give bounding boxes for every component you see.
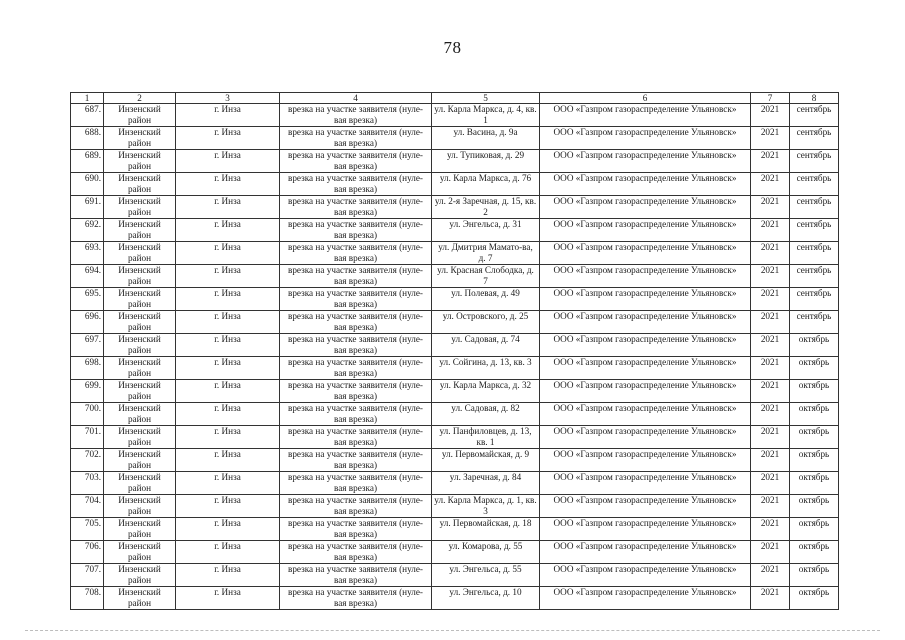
locality-cell: г. Инза <box>176 541 280 564</box>
address-cell: ул. Первомайская, д. 9 <box>432 449 540 472</box>
organization-cell: ООО «Газпром газораспределение Ульяновск» <box>540 564 751 587</box>
row-number-cell: 707. <box>71 564 104 587</box>
table-row <box>71 587 839 610</box>
month-cell: сентябрь <box>790 173 839 196</box>
address-cell: ул. Комарова, д. 55 <box>432 541 540 564</box>
table-row <box>71 564 839 587</box>
year-cell: 2021 <box>751 334 790 357</box>
month-cell: октябрь <box>790 334 839 357</box>
scan-edge-line <box>25 630 880 631</box>
organization-cell: ООО «Газпром газораспределение Ульяновск» <box>540 357 751 380</box>
district-cell: Инзенский район <box>104 495 176 518</box>
district-cell: Инзенский район <box>104 587 176 610</box>
locality-cell: г. Инза <box>176 265 280 288</box>
table-row <box>71 380 839 403</box>
column-header-5: 5 <box>432 93 540 104</box>
connection-type-cell: врезка на участке заявителя (нуле-вая врезка) <box>280 104 432 127</box>
connection-type-cell: врезка на участке заявителя (нуле-вая врезка) <box>280 265 432 288</box>
organization-cell: ООО «Газпром газораспределение Ульяновск» <box>540 587 751 610</box>
row-number-cell: 698. <box>71 357 104 380</box>
locality-cell: г. Инза <box>176 173 280 196</box>
district-cell: Инзенский район <box>104 104 176 127</box>
address-cell: ул. Дмитрия Мамато-ва, д. 7 <box>432 242 540 265</box>
locality-cell: г. Инза <box>176 242 280 265</box>
table-row <box>71 541 839 564</box>
district-cell: Инзенский район <box>104 380 176 403</box>
table-row <box>71 219 839 242</box>
district-cell: Инзенский район <box>104 219 176 242</box>
organization-cell: ООО «Газпром газораспределение Ульяновск» <box>540 173 751 196</box>
organization-cell: ООО «Газпром газораспределение Ульяновск» <box>540 311 751 334</box>
organization-cell: ООО «Газпром газораспределение Ульяновск» <box>540 242 751 265</box>
address-cell: ул. Первомайская, д. 18 <box>432 518 540 541</box>
table-header-row <box>71 93 839 104</box>
row-number-cell: 703. <box>71 472 104 495</box>
year-cell: 2021 <box>751 173 790 196</box>
locality-cell: г. Инза <box>176 196 280 219</box>
row-number-cell: 696. <box>71 311 104 334</box>
row-number-cell: 691. <box>71 196 104 219</box>
connection-type-cell: врезка на участке заявителя (нуле-вая врезка) <box>280 357 432 380</box>
table-row <box>71 449 839 472</box>
locality-cell: г. Инза <box>176 127 280 150</box>
district-cell: Инзенский район <box>104 403 176 426</box>
row-number-cell: 708. <box>71 587 104 610</box>
table-row <box>71 196 839 219</box>
locality-cell: г. Инза <box>176 288 280 311</box>
connection-type-cell: врезка на участке заявителя (нуле-вая врезка) <box>280 449 432 472</box>
year-cell: 2021 <box>751 403 790 426</box>
table-row <box>71 288 839 311</box>
row-number-cell: 688. <box>71 127 104 150</box>
month-cell: октябрь <box>790 518 839 541</box>
row-number-cell: 702. <box>71 449 104 472</box>
year-cell: 2021 <box>751 242 790 265</box>
connection-type-cell: врезка на участке заявителя (нуле-вая врезка) <box>280 518 432 541</box>
column-header-3: 3 <box>176 93 280 104</box>
month-cell: октябрь <box>790 403 839 426</box>
address-cell: ул. Энгельса, д. 55 <box>432 564 540 587</box>
locality-cell: г. Инза <box>176 472 280 495</box>
organization-cell: ООО «Газпром газораспределение Ульяновск» <box>540 495 751 518</box>
locality-cell: г. Инза <box>176 380 280 403</box>
table-row <box>71 173 839 196</box>
year-cell: 2021 <box>751 288 790 311</box>
table-row <box>71 426 839 449</box>
column-header-1: 1 <box>71 93 104 104</box>
month-cell: сентябрь <box>790 150 839 173</box>
connection-type-cell: врезка на участке заявителя (нуле-вая врезка) <box>280 150 432 173</box>
connection-type-cell: врезка на участке заявителя (нуле-вая врезка) <box>280 219 432 242</box>
address-cell: ул. Энгельса, д. 10 <box>432 587 540 610</box>
address-cell: ул. Карла Маркса, д. 32 <box>432 380 540 403</box>
connection-type-cell: врезка на участке заявителя (нуле-вая врезка) <box>280 380 432 403</box>
organization-cell: ООО «Газпром газораспределение Ульяновск» <box>540 449 751 472</box>
locality-cell: г. Инза <box>176 357 280 380</box>
month-cell: октябрь <box>790 564 839 587</box>
organization-cell: ООО «Газпром газораспределение Ульяновск» <box>540 104 751 127</box>
month-cell: октябрь <box>790 472 839 495</box>
gasification-table <box>70 92 839 610</box>
district-cell: Инзенский район <box>104 265 176 288</box>
table-row <box>71 150 839 173</box>
month-cell: октябрь <box>790 541 839 564</box>
table-body <box>71 104 839 610</box>
row-number-cell: 695. <box>71 288 104 311</box>
month-cell: сентябрь <box>790 127 839 150</box>
year-cell: 2021 <box>751 449 790 472</box>
district-cell: Инзенский район <box>104 357 176 380</box>
year-cell: 2021 <box>751 564 790 587</box>
row-number-cell: 693. <box>71 242 104 265</box>
organization-cell: ООО «Газпром газораспределение Ульяновск» <box>540 288 751 311</box>
row-number-cell: 692. <box>71 219 104 242</box>
row-number-cell: 694. <box>71 265 104 288</box>
district-cell: Инзенский район <box>104 518 176 541</box>
district-cell: Инзенский район <box>104 472 176 495</box>
locality-cell: г. Инза <box>176 219 280 242</box>
address-cell: ул. Энгельса, д. 31 <box>432 219 540 242</box>
address-cell: ул. Островского, д. 25 <box>432 311 540 334</box>
column-header-6: 6 <box>540 93 751 104</box>
year-cell: 2021 <box>751 518 790 541</box>
table-row <box>71 357 839 380</box>
address-cell: ул. Полевая, д. 49 <box>432 288 540 311</box>
connection-type-cell: врезка на участке заявителя (нуле-вая врезка) <box>280 334 432 357</box>
connection-type-cell: врезка на участке заявителя (нуле-вая врезка) <box>280 242 432 265</box>
table-row <box>71 495 839 518</box>
year-cell: 2021 <box>751 380 790 403</box>
organization-cell: ООО «Газпром газораспределение Ульяновск» <box>540 518 751 541</box>
row-number-cell: 706. <box>71 541 104 564</box>
month-cell: сентябрь <box>790 219 839 242</box>
organization-cell: ООО «Газпром газораспределение Ульяновск» <box>540 334 751 357</box>
locality-cell: г. Инза <box>176 403 280 426</box>
address-cell: ул. Тупиковая, д. 29 <box>432 150 540 173</box>
organization-cell: ООО «Газпром газораспределение Ульяновск» <box>540 472 751 495</box>
month-cell: сентябрь <box>790 104 839 127</box>
connection-type-cell: врезка на участке заявителя (нуле-вая врезка) <box>280 311 432 334</box>
table-row <box>71 127 839 150</box>
month-cell: октябрь <box>790 495 839 518</box>
month-cell: октябрь <box>790 357 839 380</box>
row-number-cell: 690. <box>71 173 104 196</box>
row-number-cell: 699. <box>71 380 104 403</box>
address-cell: ул. Карла Маркса, д. 4, кв. 1 <box>432 104 540 127</box>
district-cell: Инзенский район <box>104 150 176 173</box>
locality-cell: г. Инза <box>176 564 280 587</box>
row-number-cell: 704. <box>71 495 104 518</box>
address-cell: ул. Карла Маркса, д. 76 <box>432 173 540 196</box>
page-number: 78 <box>443 38 462 57</box>
row-number-cell: 700. <box>71 403 104 426</box>
address-cell: ул. Заречная, д. 84 <box>432 472 540 495</box>
locality-cell: г. Инза <box>176 449 280 472</box>
table-row <box>71 265 839 288</box>
month-cell: октябрь <box>790 449 839 472</box>
address-cell: ул. Сойгина, д. 13, кв. 3 <box>432 357 540 380</box>
address-cell: ул. Красная Слободка, д. 7 <box>432 265 540 288</box>
connection-type-cell: врезка на участке заявителя (нуле-вая врезка) <box>280 173 432 196</box>
row-number-cell: 689. <box>71 150 104 173</box>
connection-type-cell: врезка на участке заявителя (нуле-вая врезка) <box>280 403 432 426</box>
district-cell: Инзенский район <box>104 242 176 265</box>
locality-cell: г. Инза <box>176 587 280 610</box>
connection-type-cell: врезка на участке заявителя (нуле-вая врезка) <box>280 288 432 311</box>
address-cell: ул. Васина, д. 9а <box>432 127 540 150</box>
year-cell: 2021 <box>751 495 790 518</box>
row-number-cell: 697. <box>71 334 104 357</box>
district-cell: Инзенский район <box>104 426 176 449</box>
locality-cell: г. Инза <box>176 104 280 127</box>
year-cell: 2021 <box>751 541 790 564</box>
organization-cell: ООО «Газпром газораспределение Ульяновск» <box>540 403 751 426</box>
year-cell: 2021 <box>751 219 790 242</box>
year-cell: 2021 <box>751 587 790 610</box>
month-cell: сентябрь <box>790 242 839 265</box>
row-number-cell: 687. <box>71 104 104 127</box>
locality-cell: г. Инза <box>176 334 280 357</box>
district-cell: Инзенский район <box>104 127 176 150</box>
organization-cell: ООО «Газпром газораспределение Ульяновск» <box>540 426 751 449</box>
table-row <box>71 311 839 334</box>
organization-cell: ООО «Газпром газораспределение Ульяновск» <box>540 219 751 242</box>
organization-cell: ООО «Газпром газораспределение Ульяновск» <box>540 150 751 173</box>
address-cell: ул. Карла Маркса, д. 1, кв. 3 <box>432 495 540 518</box>
address-cell: ул. 2-я Заречная, д. 15, кв. 2 <box>432 196 540 219</box>
year-cell: 2021 <box>751 311 790 334</box>
organization-cell: ООО «Газпром газораспределение Ульяновск» <box>540 380 751 403</box>
locality-cell: г. Инза <box>176 495 280 518</box>
column-header-7: 7 <box>751 93 790 104</box>
district-cell: Инзенский район <box>104 334 176 357</box>
district-cell: Инзенский район <box>104 541 176 564</box>
year-cell: 2021 <box>751 150 790 173</box>
connection-type-cell: врезка на участке заявителя (нуле-вая врезка) <box>280 541 432 564</box>
row-number-cell: 705. <box>71 518 104 541</box>
column-header-2: 2 <box>104 93 176 104</box>
district-cell: Инзенский район <box>104 173 176 196</box>
table-row <box>71 242 839 265</box>
locality-cell: г. Инза <box>176 311 280 334</box>
table-row <box>71 518 839 541</box>
connection-type-cell: врезка на участке заявителя (нуле-вая врезка) <box>280 564 432 587</box>
district-cell: Инзенский район <box>104 288 176 311</box>
address-cell: ул. Садовая, д. 74 <box>432 334 540 357</box>
organization-cell: ООО «Газпром газораспределение Ульяновск» <box>540 196 751 219</box>
locality-cell: г. Инза <box>176 150 280 173</box>
district-cell: Инзенский район <box>104 449 176 472</box>
year-cell: 2021 <box>751 357 790 380</box>
organization-cell: ООО «Газпром газораспределение Ульяновск» <box>540 127 751 150</box>
column-header-8: 8 <box>790 93 839 104</box>
connection-type-cell: врезка на участке заявителя (нуле-вая врезка) <box>280 426 432 449</box>
address-cell: ул. Панфиловцев, д. 13, кв. 1 <box>432 426 540 449</box>
year-cell: 2021 <box>751 127 790 150</box>
month-cell: сентябрь <box>790 311 839 334</box>
month-cell: октябрь <box>790 380 839 403</box>
locality-cell: г. Инза <box>176 426 280 449</box>
table-row <box>71 403 839 426</box>
year-cell: 2021 <box>751 265 790 288</box>
month-cell: октябрь <box>790 587 839 610</box>
table-row <box>71 104 839 127</box>
district-cell: Инзенский район <box>104 196 176 219</box>
month-cell: сентябрь <box>790 196 839 219</box>
organization-cell: ООО «Газпром газораспределение Ульяновск» <box>540 265 751 288</box>
connection-type-cell: врезка на участке заявителя (нуле-вая врезка) <box>280 196 432 219</box>
year-cell: 2021 <box>751 426 790 449</box>
year-cell: 2021 <box>751 196 790 219</box>
year-cell: 2021 <box>751 104 790 127</box>
column-header-4: 4 <box>280 93 432 104</box>
connection-type-cell: врезка на участке заявителя (нуле-вая врезка) <box>280 495 432 518</box>
district-cell: Инзенский район <box>104 564 176 587</box>
year-cell: 2021 <box>751 472 790 495</box>
connection-type-cell: врезка на участке заявителя (нуле-вая врезка) <box>280 127 432 150</box>
month-cell: октябрь <box>790 426 839 449</box>
month-cell: сентябрь <box>790 288 839 311</box>
address-cell: ул. Садовая, д. 82 <box>432 403 540 426</box>
table-row <box>71 334 839 357</box>
table-row <box>71 472 839 495</box>
locality-cell: г. Инза <box>176 518 280 541</box>
row-number-cell: 701. <box>71 426 104 449</box>
connection-type-cell: врезка на участке заявителя (нуле-вая врезка) <box>280 472 432 495</box>
connection-type-cell: врезка на участке заявителя (нуле-вая врезка) <box>280 587 432 610</box>
organization-cell: ООО «Газпром газораспределение Ульяновск» <box>540 541 751 564</box>
month-cell: сентябрь <box>790 265 839 288</box>
district-cell: Инзенский район <box>104 311 176 334</box>
